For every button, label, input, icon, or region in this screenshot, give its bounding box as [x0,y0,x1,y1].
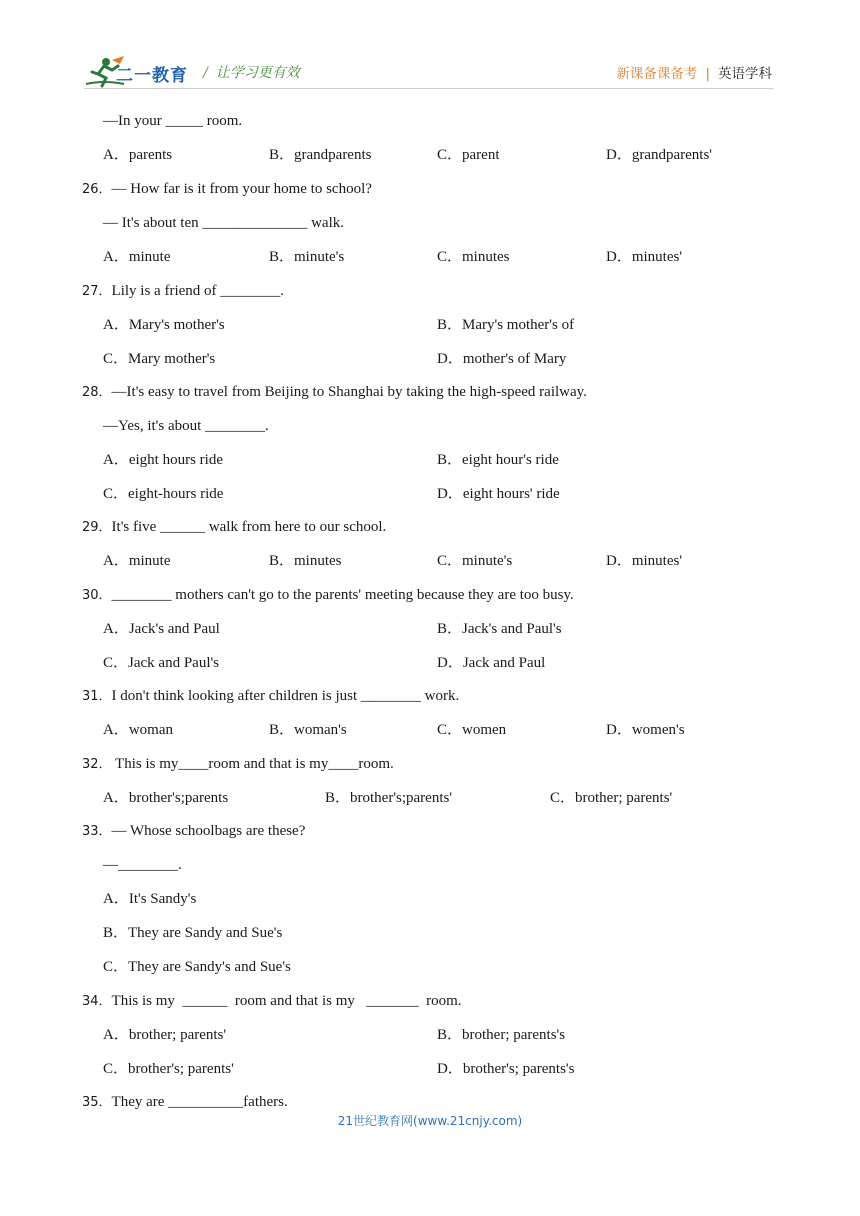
question-number: 34． [82,994,112,1009]
answer-option [103,485,223,503]
answer-option-text: A．woman [103,722,173,738]
question-stem-text: I don't think looking after children is just ________ work. [111,688,460,704]
answer-option-text: A．brother; parents' [103,1027,227,1043]
answer-option-text: D．Jack and Paul [437,655,546,671]
answer-option [325,789,452,807]
question-stem-text: ________ mothers can't go to the parents' meeting because they are too busy. [111,587,574,603]
answer-option-text: B．eight hour's ride [437,452,559,468]
answer-option-text: B．brother's;parents' [325,790,453,806]
question-stem [82,518,386,537]
answer-option [103,350,215,368]
answer-option [437,721,506,739]
answer-option [103,451,223,469]
answer-option [103,890,196,908]
answer-option-text: B．minutes [269,553,342,569]
answer-option-text: A．brother's;parents [103,790,229,806]
answer-option [103,248,171,266]
answer-option-text: D．minutes' [606,249,683,265]
answer-option [103,958,291,976]
header-subject: 英语学科 [718,66,772,82]
question-number: 26． [82,182,112,197]
answer-option-text: C．Jack and Paul's [103,655,220,671]
question-number: 32． [82,757,112,772]
question-stem-text: They are __________fathers. [111,1094,288,1110]
logo-text: 二一教育 [116,66,188,86]
answer-option-text: A．parents [103,147,173,163]
answer-option [437,620,562,638]
answer-option [269,146,371,164]
answer-option [437,552,512,570]
question-stem [82,992,462,1011]
answer-option [103,721,173,739]
question-stem-text: This is my____room and that is my____room. [111,756,394,772]
page-header [0,0,860,100]
question-stem-text: —It's easy to travel from Beijing to Shanghai by taking the high-speed railway. [111,384,587,400]
question-stem [82,755,394,774]
answer-option [103,924,282,942]
answer-option [269,721,347,739]
header-right-label: 新课备课备考 [616,66,698,82]
answer-option-text: C．brother; parents' [550,790,673,806]
question-number: 35． [82,1095,112,1110]
question-stem [82,822,305,841]
answer-option-text: D．women's [606,722,685,738]
question-stem [82,687,459,706]
answer-option-text: B．minute's [269,249,345,265]
question-stem-text: —________. [103,857,182,873]
answer-option [103,620,220,638]
question-stem-text: It's five ______ walk from here to our school. [111,519,387,535]
answer-option [437,350,566,368]
answer-option [437,485,560,503]
answer-option [437,1026,565,1044]
answer-option [606,721,685,739]
question-stem-text: Lily is a friend of ________. [111,283,285,299]
answer-option-text: D．minutes' [606,553,683,569]
answer-option [103,552,171,570]
answer-option-text: B．Jack's and Paul's [437,621,562,637]
answer-option-text: B．Mary's mother's of [437,317,575,333]
header-slogan: / 让学习更有效 [203,65,300,81]
answer-option-text: C．They are Sandy's and Sue's [103,959,291,975]
answer-option-text: A．minute [103,553,171,569]
question-number: 29． [82,520,112,535]
answer-option [437,654,545,672]
answer-option-text: B．woman's [269,722,347,738]
answer-option [606,146,712,164]
answer-option-text: A．Mary's mother's [103,317,225,333]
answer-option [103,316,225,334]
answer-option [269,552,342,570]
answer-option-text: D．grandparents' [606,147,713,163]
answer-option [437,1060,574,1078]
answer-option [606,552,682,570]
answer-option [269,248,344,266]
footer: 21世纪教育网(www.21cnjy.com) [337,1114,523,1128]
answer-option-text: D．eight hours' ride [437,486,560,502]
answer-option-text: A．eight hours ride [103,452,223,468]
answer-option [103,146,172,164]
answer-option-text: B．brother; parents's [437,1027,566,1043]
answer-option-text: B．They are Sandy and Sue's [103,925,283,941]
answer-option-text: C．brother's; parents' [103,1061,234,1077]
answer-option [606,248,682,266]
answer-option [103,1026,226,1044]
answer-option-text: D．brother's; parents's [437,1061,575,1077]
question-number: 30． [82,588,112,603]
header-divider [84,88,774,89]
header-right: 新课备课备考 | 英语学科 [616,66,772,82]
question-number: 28． [82,385,112,400]
question-stem-text: —Yes, it's about ________. [103,418,269,434]
question-stem-text: This is my ______ room and that is my _______ room. [111,993,462,1009]
answer-option-text: B．grandparents [269,147,372,163]
question-number: 31． [82,689,112,704]
answer-option-text: C．Mary mother's [103,351,216,367]
answer-option-text: C．women [437,722,507,738]
answer-option [550,789,672,807]
answer-option-text: D．mother's of Mary [437,351,567,367]
question-stem [82,586,574,605]
question-stem [82,180,372,199]
answer-option [437,248,510,266]
answer-option-text: C．minutes [437,249,510,265]
question-stem [82,282,284,301]
answer-option-text: A．Jack's and Paul [103,621,220,637]
question-stem [82,1093,288,1112]
answer-option-text: C．minute's [437,553,513,569]
question-stem-text: —In your _____ room. [103,113,243,129]
question-stem [103,856,182,874]
answer-option [103,789,228,807]
answer-option-text: C．eight-hours ride [103,486,224,502]
answer-option [103,1060,234,1078]
question-stem-text: — Whose schoolbags are these? [111,823,306,839]
answer-option-text: A．It's Sandy's [103,891,197,907]
question-stem-text: — How far is it from your home to school? [111,181,372,197]
answer-option-text: A．minute [103,249,171,265]
question-number: 33． [82,824,112,839]
answer-option-text: C．parent [437,147,500,163]
answer-option [437,146,499,164]
answer-option [437,316,574,334]
question-stem-text: — It's about ten ______________ walk. [103,215,345,231]
question-stem [82,383,587,402]
question-number: 27． [82,284,112,299]
question-stem [103,112,242,130]
question-stem [103,214,344,232]
answer-option [437,451,559,469]
answer-option [103,654,219,672]
question-stem [103,417,269,435]
